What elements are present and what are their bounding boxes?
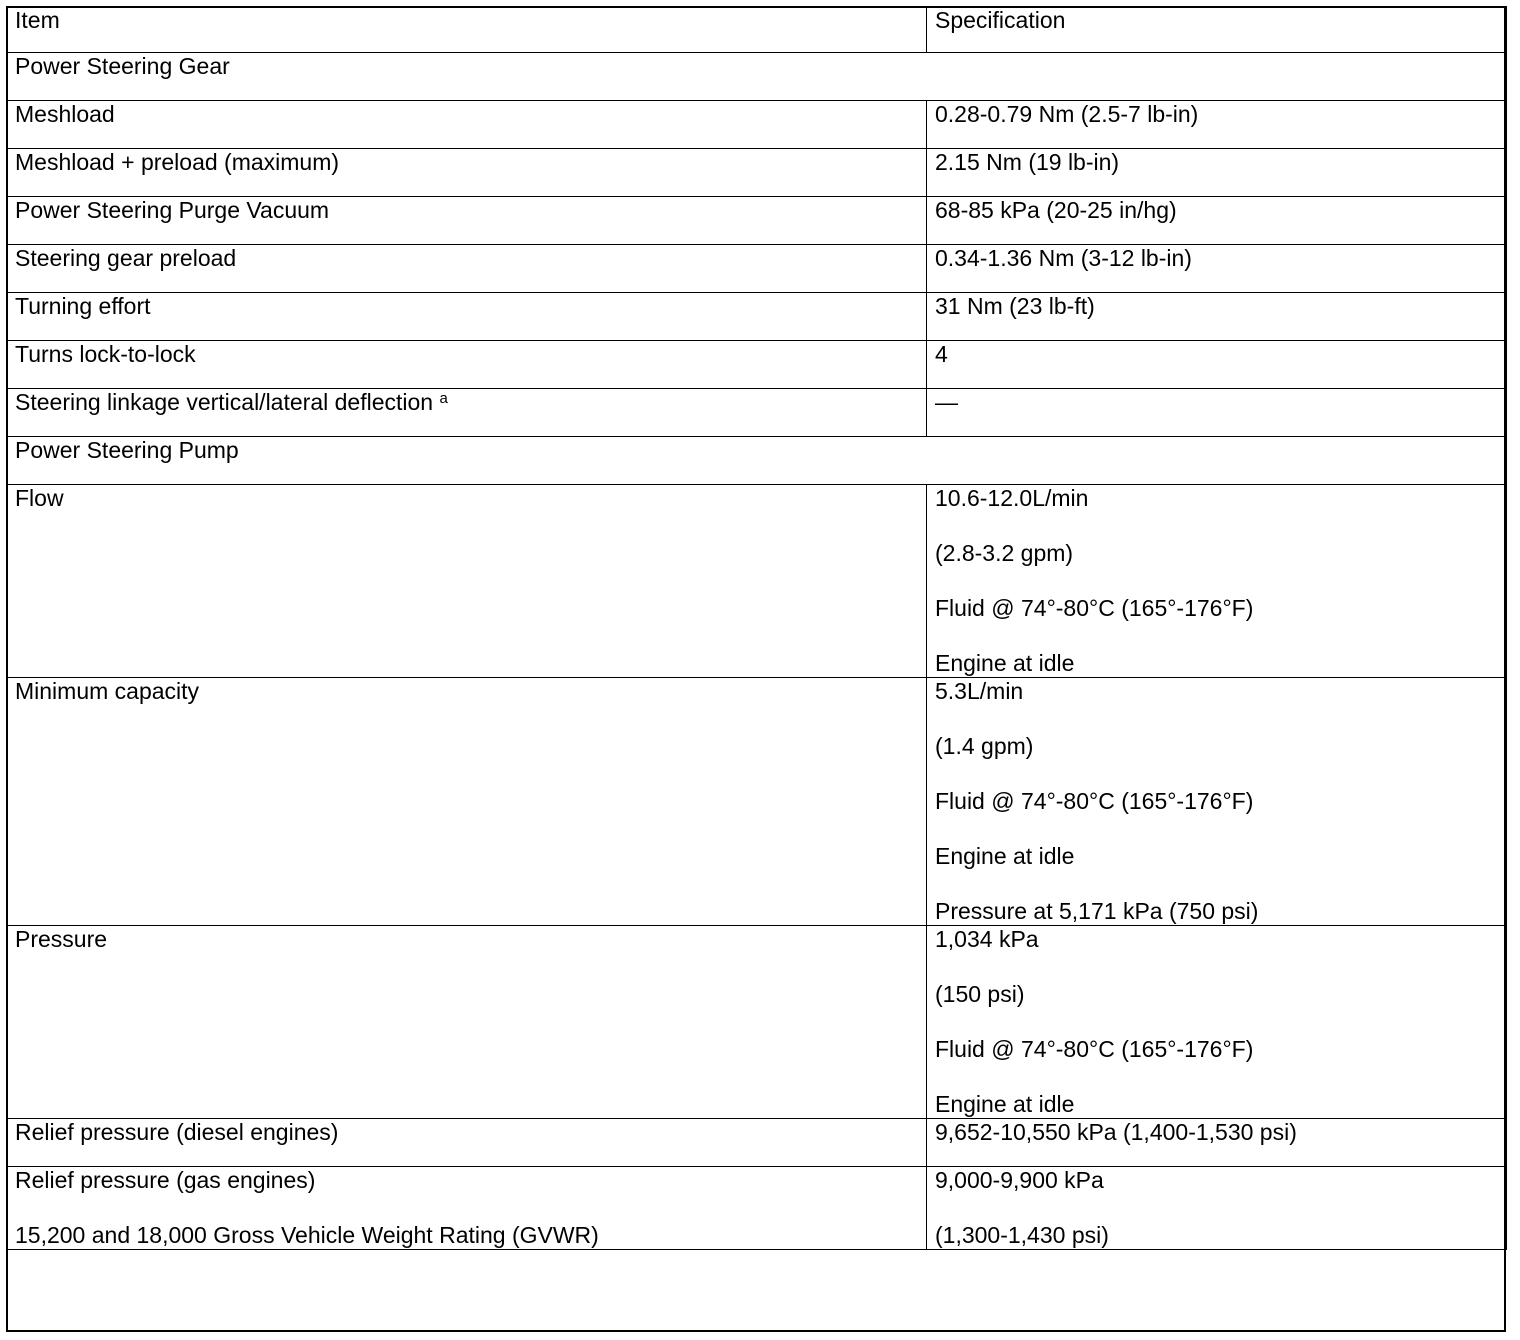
item-label: Pressure (15, 926, 108, 952)
spec-cell (927, 485, 1507, 678)
item-text (15, 293, 918, 320)
spec-text: Engine at idle (935, 1091, 1075, 1117)
item-text (15, 1167, 918, 1194)
item-text (15, 245, 918, 272)
spec-text: Engine at idle (935, 843, 1075, 869)
header-row (7, 7, 1507, 53)
table-row (7, 926, 1507, 1119)
spec-text: (1,300-1,430 psi) (935, 1222, 1109, 1248)
item-cell (7, 341, 927, 389)
item-text (15, 197, 918, 224)
item-label: Steering gear preload (15, 245, 237, 271)
item-label: 15,200 and 18,000 Gross Vehicle Weight Rating (GVWR) (15, 1222, 599, 1248)
item-text (15, 678, 918, 705)
item-text (15, 389, 918, 416)
item-text (15, 485, 918, 512)
item-cell (7, 389, 927, 437)
item-label: Steering linkage vertical/lateral deflection (15, 389, 434, 415)
spec-text: 0.28-0.79 Nm (2.5-7 lb-in) (935, 101, 1199, 127)
spec-cell (927, 149, 1507, 197)
item-text (15, 1119, 918, 1146)
spec-text: 2.15 Nm (19 lb-in) (935, 149, 1120, 175)
header-specification: Specification (927, 7, 1507, 53)
spec-text: 1,034 kPa (935, 926, 1039, 952)
item-label: Minimum capacity (15, 678, 200, 704)
spec-cell (927, 1167, 1507, 1250)
table-row (7, 149, 1507, 197)
spec-text: 0.34-1.36 Nm (3-12 lb-in) (935, 245, 1192, 271)
item-cell (7, 678, 927, 926)
item-label: Turning effort (15, 293, 151, 319)
item-cell (7, 197, 927, 245)
item-label: Relief pressure (diesel engines) (15, 1119, 339, 1145)
spec-cell (927, 101, 1507, 149)
table-row (7, 197, 1507, 245)
spec-text: Fluid @ 74°-80°C (165°-176°F) (935, 595, 1254, 621)
spec-text: 9,652-10,550 kPa (1,400-1,530 psi) (935, 1119, 1297, 1145)
item-label: Turns lock-to-lock (15, 341, 196, 367)
item-cell (7, 149, 927, 197)
spec-text: Engine at idle (935, 650, 1075, 676)
spec-table (6, 6, 1507, 1250)
item-cell (7, 485, 927, 678)
item-text (15, 341, 918, 368)
spec-text: 10.6-12.0L/min (935, 485, 1089, 511)
section-header-row (7, 53, 1507, 101)
spec-text: — (935, 389, 958, 415)
spec-text: (2.8-3.2 gpm) (935, 540, 1074, 566)
item-cell (7, 1119, 927, 1167)
spec-text: Fluid @ 74°-80°C (165°-176°F) (935, 1036, 1254, 1062)
spec-cell (927, 197, 1507, 245)
section-header-row (7, 437, 1507, 485)
item-label: Meshload (15, 101, 115, 127)
table-row (7, 1167, 1507, 1250)
spec-cell (927, 926, 1507, 1119)
spec-cell (927, 293, 1507, 341)
item-cell (7, 1167, 927, 1250)
item-text (15, 926, 918, 953)
spec-text: 5.3L/min (935, 678, 1024, 704)
section-title: Power Steering Pump (7, 437, 1507, 485)
table-row (7, 485, 1507, 678)
spec-text: 31 Nm (23 lb-ft) (935, 293, 1095, 319)
item-text (15, 149, 918, 176)
footnote-marker: a (439, 390, 448, 407)
spec-cell (927, 245, 1507, 293)
header-item: Item (7, 7, 927, 53)
spec-cell (927, 389, 1507, 437)
item-label: Meshload + preload (maximum) (15, 149, 340, 175)
spec-cell (927, 678, 1507, 926)
item-text (15, 1222, 918, 1249)
table-row (7, 341, 1507, 389)
item-cell (7, 293, 927, 341)
item-label: Power Steering Purge Vacuum (15, 197, 330, 223)
spec-text: 9,000-9,900 kPa (935, 1167, 1104, 1193)
table-row (7, 293, 1507, 341)
item-text (15, 101, 918, 128)
item-cell (7, 101, 927, 149)
spec-text: Pressure at 5,171 kPa (750 psi) (935, 898, 1259, 924)
table-row (7, 389, 1507, 437)
spec-text: (1.4 gpm) (935, 733, 1034, 759)
spec-text: (150 psi) (935, 981, 1025, 1007)
spec-text: Fluid @ 74°-80°C (165°-176°F) (935, 788, 1254, 814)
table-row (7, 678, 1507, 926)
spec-cell (927, 341, 1507, 389)
spec-cell (927, 1119, 1507, 1167)
table-row (7, 245, 1507, 293)
section-title: Power Steering Gear (7, 53, 1507, 101)
table-row (7, 1119, 1507, 1167)
item-label: Relief pressure (gas engines) (15, 1167, 316, 1193)
item-cell (7, 926, 927, 1119)
table-body (7, 53, 1507, 1250)
item-label: Flow (15, 485, 64, 511)
spec-text: 68-85 kPa (20-25 in/hg) (935, 197, 1177, 223)
spec-text: 4 (935, 341, 948, 367)
table-row (7, 101, 1507, 149)
item-cell (7, 245, 927, 293)
